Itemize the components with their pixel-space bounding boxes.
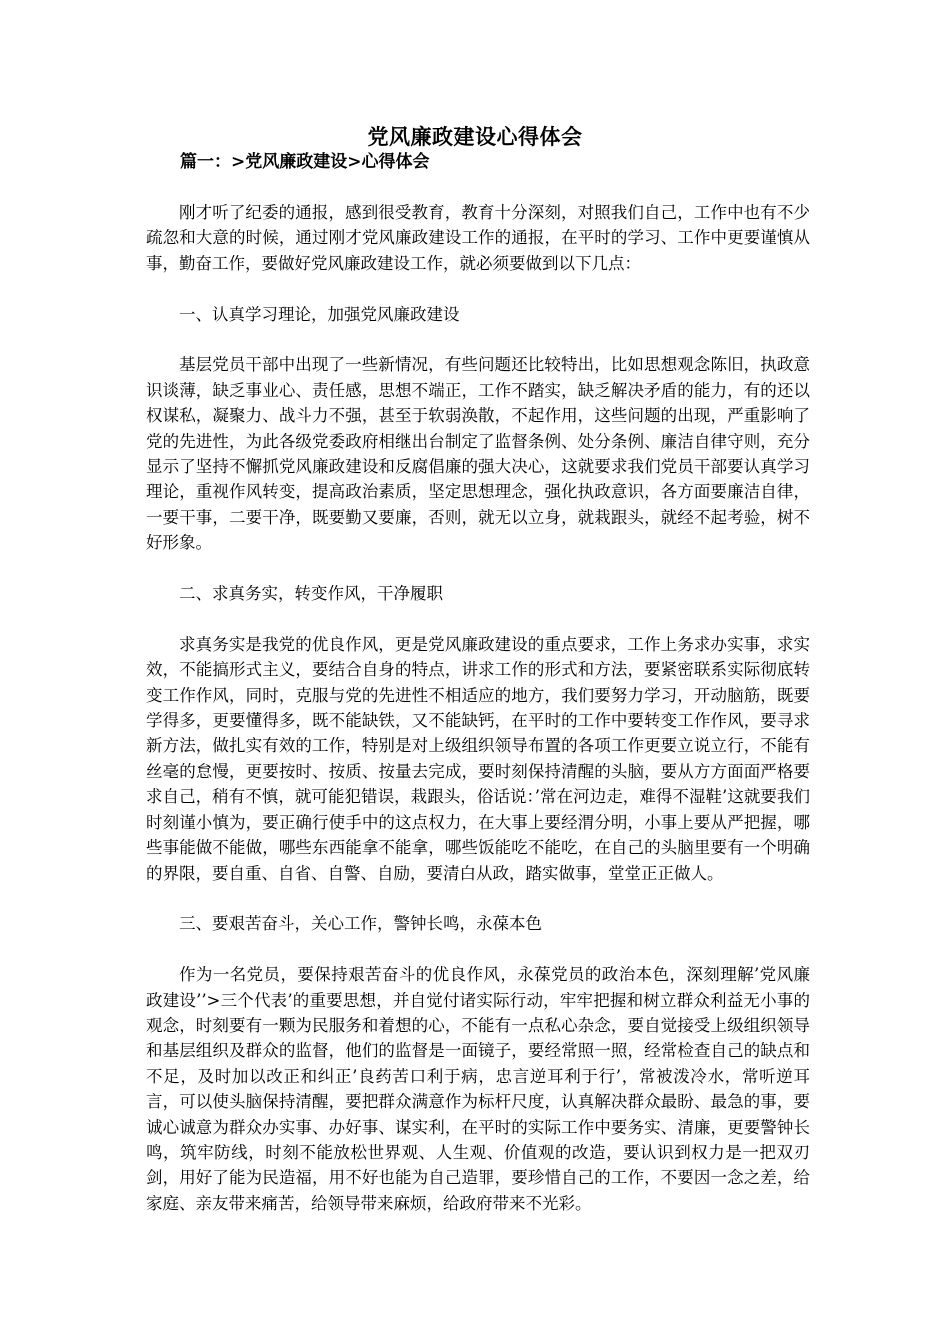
document-title: 党风廉政建设心得体会 bbox=[367, 124, 583, 149]
section-heading-3: 三、要艰苦奋斗，关心工作，警钟长鸣，永葆本色 bbox=[179, 914, 542, 934]
document-body bbox=[146, 200, 810, 1242]
document-subtitle: 篇一：>党风廉政建设>心得体会 bbox=[180, 152, 430, 172]
section-paragraph-2: 求真务实是我党的优良作风，更是党风廉政建设的重点要求，工作上务求办实事，求实效，不能搞形式主义，要结合自身的特点，讲求工作的形式和方法，要紧密联系实际彻底转变工作作风，同时，克服与党的先进性不相适应的地方，我们要努力学习，开动脑筋，既要学得多，更要懂得多，既不能缺铁，又不能缺钙，在平时的工作中要转变工作作风，要寻求新方法，做扎实有效的工作，特别是对上级组织领导布置的各项工作更要立说立行，不能有丝毫的怠慢，更要按时、按质、按量去完成，要时刻保持清醒的头脑，要从方方面面严格要求自己，稍有不慎，就可能犯错误，栽跟头，俗话说：’常在河边走，难得不湿鞋’这就要我们时刻谨小慎为，要正确行使手中的这点权力，在大事上要经渭分明，小事上要从严把握，哪些事能做不能做，哪些东西能拿不能拿，哪些饭能吃不能吃，在自己的头脑里要有一个明确的界限，要自重、自省、自警、自励，要清白从政，踏实做事，堂堂正正做人。 bbox=[146, 634, 810, 883]
intro-paragraph: 刚才听了纪委的通报，感到很受教育，教育十分深刻，对照我们自己，工作中也有不少疏忽和大意的时候，通过刚才党风廉政建设工作的通报，在平时的学习、工作中更要谨慎从事，勤奋工作，要做好党风廉政建设工作，就必须要做到以下几点： bbox=[146, 203, 810, 273]
section-heading-1: 一、认真学习理论，加强党风廉政建设 bbox=[179, 304, 460, 324]
section-heading-2: 二、求真务实，转变作风，干净履职 bbox=[179, 584, 443, 604]
section-paragraph-1: 基层党员干部中出现了一些新情况，有些问题还比较特出，比如思想观念陈旧，执政意识谈薄，缺乏事业心、责任感，思想不端正，工作不踏实，缺乏解决矛盾的能力，有的还以权谋私，凝聚力、战斗力不强，甚至于软弱涣散，不起作用，这些问题的出现，严重影响了党的先进性，为此各级党委政府相继出台制定了监督条例、处分条例、廉洁自律守则，充分显示了坚持不懈抓党风廉政建设和反腐倡廉的强大决心，这就要求我们党员干部要认真学习理论，重视作风转变，提高政治素质，坚定思想理念，强化执政意识，各方面要廉洁自律，一要干事，二要干净，既要勤又要廉，否则，就无以立身，就栽跟头，就经不起考验，树不好形象。 bbox=[146, 355, 810, 553]
section-paragraph-3: 作为一名党员，要保持艰苦奋斗的优良作风，永葆党员的政治本色，深刻理解’党风廉政建设’’>三个代表’的重要思想，并自觉付诸实际行动，牢牢把握和树立群众利益无小事的观念，时刻要有一颗为民服务和着想的心，不能有一点私心杂念，要自觉接受上级组织领导和基层组织及群众的监督，他们的监督是一面镜子，要经常照一照，经常检查自己的缺点和不足，及时加以改正和纠正’良药苦口利于病，忠言逆耳利于行’，常被泼冷水，常听逆耳言，可以使头脑保持清醒，要把群众满意作为标杆尺度，认真解决群众最盼、最急的事，要诚心诚意为群众办实事、办好事、谋实利，在平时的实际工作中要务实、清廉，更要警钟长鸣，筑牢防线，时刻不能放松世界观、人生观、价值观的改造，要认识到权力是一把双刃剑，用好了能为民造福，用不好也能为自己造罪，要珍惜自己的工作，不要因一念之差，给家庭、亲友带来痛苦，给领导带来麻烦，给政府带来不光彩。 bbox=[146, 965, 810, 1213]
